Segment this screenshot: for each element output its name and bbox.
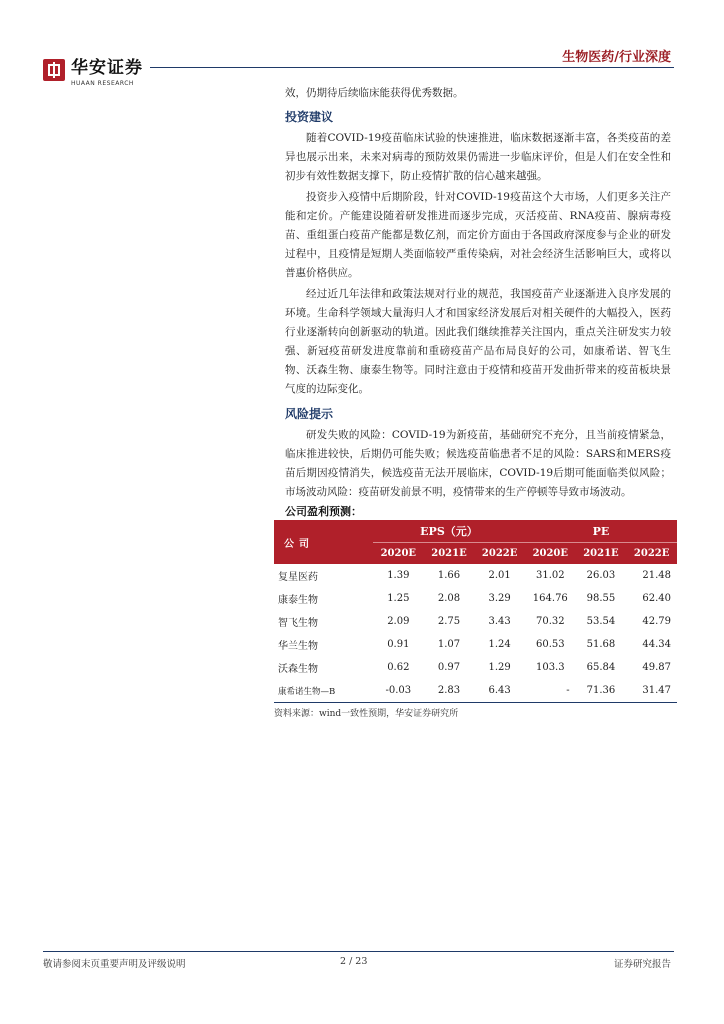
logo-cn-text: 华安证券: [71, 58, 143, 78]
year-header: 2020E: [373, 543, 424, 565]
eps-2022-cell: 3.43: [488, 616, 511, 627]
pe-2022-cell: 42.79: [642, 616, 671, 627]
investment-paragraph-3: 经过近几年法律和政策法规对行业的规范，我国疫苗产业逐渐进入良序发展的环境。生命科学领域大量海归人才和国家经济发展后对相关硬件的大幅投入，医药行业逐渐转向创新驱动的轨道。因此我们继续推荐关注国内，重点关注研发实力较强、新冠疫苗研发进度靠前和重磅疫苗产品布局良好的公司，如康希诺、智飞生物、沃森生物、康泰生物等。同时注意由于疫情和疫苗开发曲折带来的疫苗板块景气度的边际变化。: [285, 288, 671, 395]
year-header: 2021E: [576, 543, 627, 565]
company-name: 智飞生物: [278, 618, 318, 629]
year-header: 2020E: [525, 543, 576, 565]
page-number: 2 / 23: [340, 956, 368, 967]
report-category: 生物医药/行业深度: [562, 50, 671, 65]
eps-2021-cell: 0.97: [437, 662, 461, 673]
company-name: 康泰生物: [278, 595, 318, 606]
eps-2022-cell: 2.01: [488, 570, 511, 581]
footer-disclaimer: 敬请参阅末页重要声明及评级说明: [43, 959, 186, 970]
eps-2022-cell: 6.43: [474, 679, 525, 703]
eps-2022-cell: 3.29: [488, 593, 511, 604]
pe-2022-cell: 21.48: [642, 570, 671, 581]
pe-2020-cell: 31.02: [535, 570, 565, 581]
eps-2020-cell: 2.09: [387, 616, 410, 627]
pe-2020-cell: 164.76: [532, 593, 568, 604]
eps-2022-cell: 1.24: [488, 639, 511, 650]
eps-2022-cell: 1.29: [488, 662, 511, 673]
investment-paragraph-2: 投资步入疫情中后期阶段，针对COVID-19疫苗这个大市场，人们更多关注产能和定价。产能建设随着研发推进而逐步完成，灭活疫苗、RNA疫苗、腺病毒疫苗、重组蛋白疫苗产能都是数亿剂，而定价方面由于各国政府深度参与企业的研发过程中，且疫情是短期人类面临较严重传染病，对社会经济生活影响巨大，或将以普惠价格供应。: [285, 191, 671, 279]
pe-2021-cell: 65.84: [586, 662, 616, 673]
header-divider: [150, 67, 674, 68]
company-name: 沃森生物: [278, 664, 318, 675]
eps-2021-cell: 2.08: [437, 593, 461, 604]
eps-group-header: EPS（元）: [373, 520, 525, 543]
year-header: 2022E: [626, 543, 677, 565]
pe-2022-cell: 31.47: [626, 679, 677, 703]
pe-2020-cell: 103.3: [535, 662, 565, 673]
pe-2022-cell: 62.40: [642, 593, 671, 604]
company-logo: [43, 59, 143, 87]
report-body: [274, 84, 671, 719]
table-row: [274, 656, 677, 679]
pe-2022-cell: 49.87: [642, 662, 671, 673]
pe-2021-cell: 98.55: [586, 593, 616, 604]
intro-tail-paragraph: 效，仍期待后续临床能获得优秀数据。: [285, 87, 464, 99]
eps-2021-cell: 1.66: [437, 570, 461, 581]
eps-2021-cell: 2.83: [424, 679, 475, 703]
table-row: [274, 679, 677, 703]
company-name: 华兰生物: [278, 641, 318, 652]
pe-2021-cell: 53.54: [586, 616, 616, 627]
eps-2020-cell: 0.91: [387, 639, 410, 650]
risk-paragraph: 研发失败的风险：COVID-19为新疫苗，基础研究不充分，且当前疫情紧急，临床推进较快，后期仍可能失败；候选疫苗临患者不足的风险：SARS和MERS疫苗后期因疫情消失，候选疫苗无法开展临床，COVID-19后期可能面临类似风险；市场波动风险：疫苗研发前景不明，疫情带来的生产停顿等导致市场波动。: [285, 429, 671, 498]
eps-2020-cell: 1.39: [387, 570, 410, 581]
table-row: [274, 610, 677, 633]
forecast-table-title: 公司盈利预测：: [285, 505, 362, 518]
company-column-header: 公司: [274, 520, 373, 564]
eps-2021-cell: 1.07: [437, 639, 461, 650]
risk-heading: 风险提示: [285, 407, 334, 421]
pe-2020-cell: 60.53: [535, 639, 565, 650]
eps-2020-cell: 0.62: [387, 662, 410, 673]
pe-2022-cell: 44.34: [642, 639, 671, 650]
year-header: 2021E: [424, 543, 475, 565]
pe-2021-cell: 71.36: [576, 679, 627, 703]
footer-doc-type: 证券研究报告: [613, 959, 671, 970]
pe-2021-cell: 51.68: [586, 639, 616, 650]
table-row: [274, 633, 677, 656]
table-row: [274, 587, 677, 610]
eps-2020-cell: 1.25: [387, 593, 410, 604]
eps-2020-cell: -0.03: [373, 679, 424, 703]
company-name: 康希诺生物—B: [274, 679, 373, 703]
pe-2020-cell: -: [525, 679, 576, 703]
year-header: 2022E: [474, 543, 525, 565]
footer-divider: [43, 951, 674, 952]
pe-group-header: PE: [525, 520, 677, 543]
earnings-forecast-table: [274, 520, 677, 703]
pe-2020-cell: 70.32: [535, 616, 565, 627]
eps-2021-cell: 2.75: [437, 616, 461, 627]
data-source-note: 资料来源：wind一致性预期，华安证券研究所: [274, 709, 459, 719]
logo-en-text: HUAAN RESEARCH: [71, 80, 134, 87]
logo-seal-icon: [43, 59, 65, 81]
investment-advice-heading: 投资建议: [285, 110, 334, 124]
table-row: [274, 564, 677, 587]
investment-paragraph-1: 随着COVID-19疫苗临床试验的快速推进，临床数据逐渐丰富，各类疫苗的差异也展示出来，未来对病毒的预防效果仍需进一步临床评价，但是人们在安全性和初步有效性数据支撑下，防止疫情扩散的信心越来越强。: [285, 132, 671, 182]
pe-2021-cell: 26.03: [586, 570, 616, 581]
company-name: 复星医药: [278, 572, 318, 583]
